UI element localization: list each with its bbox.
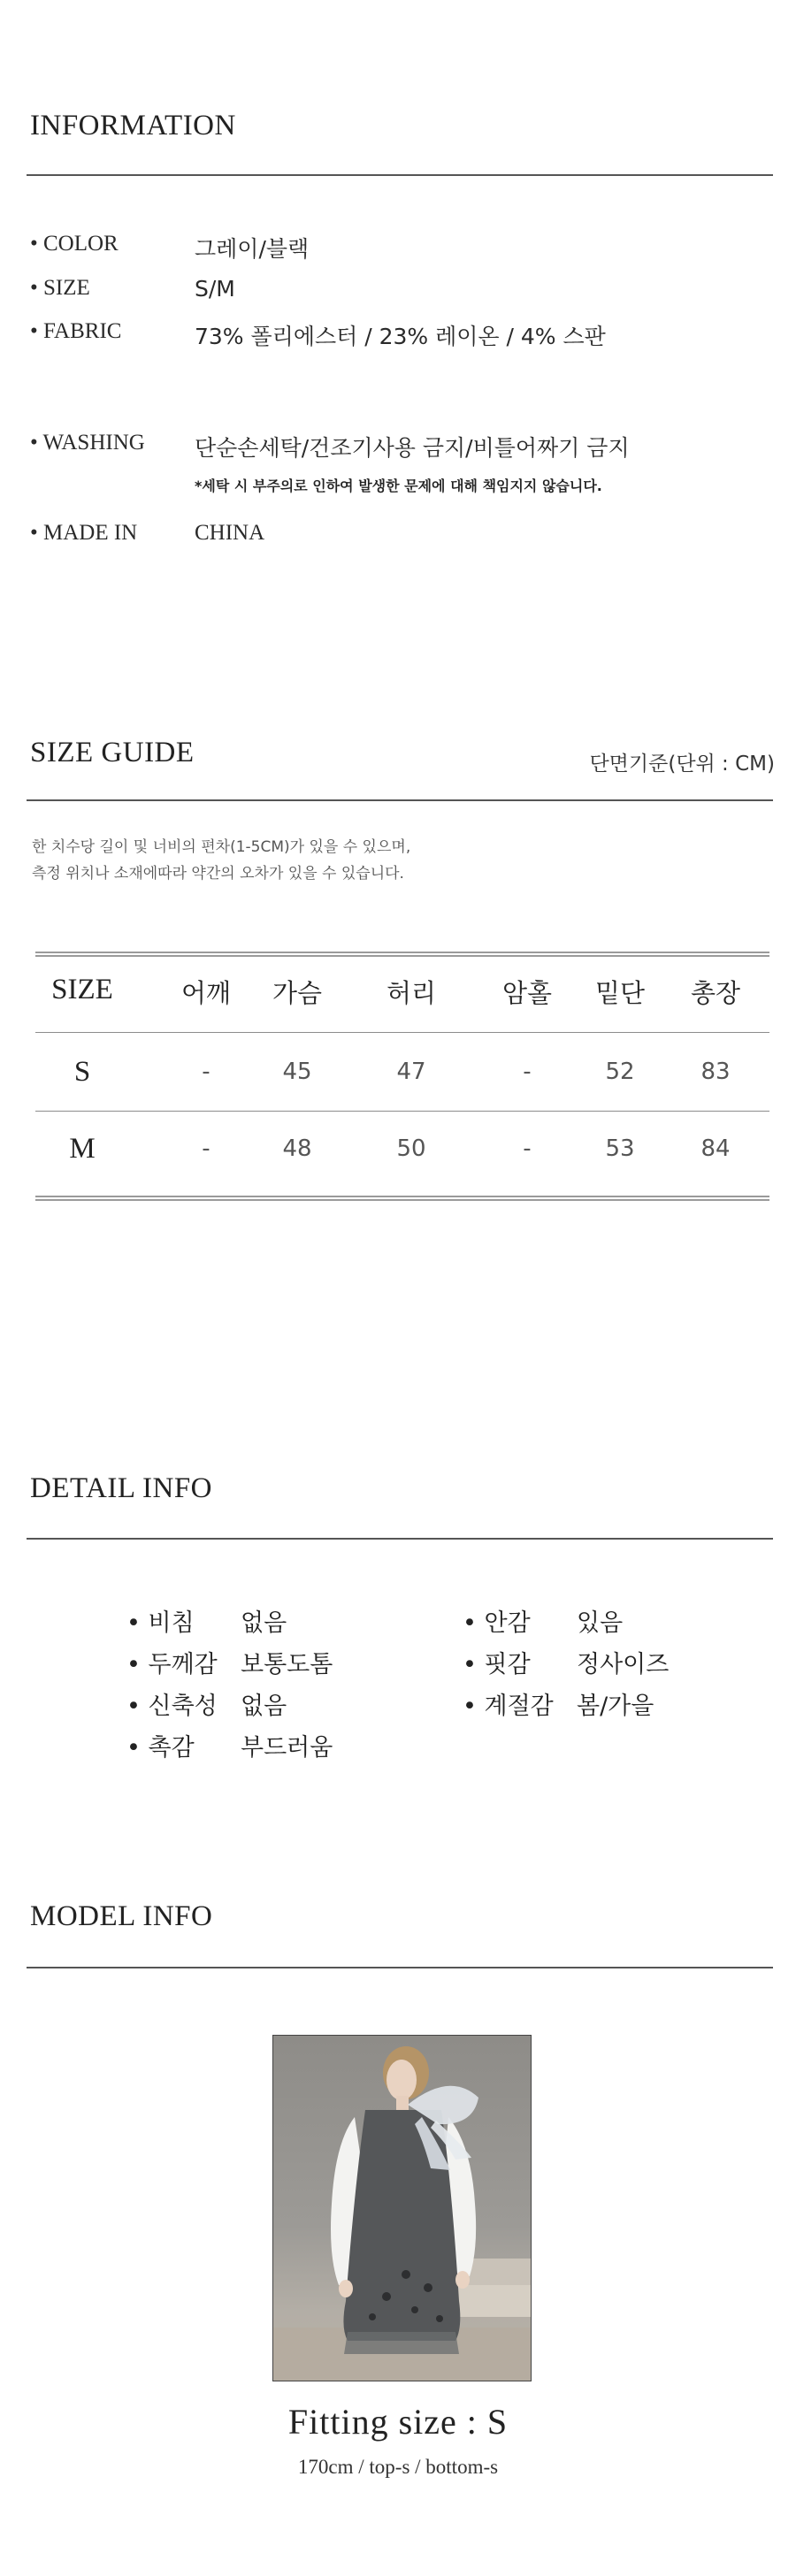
size-table-header-waist: 허리	[386, 978, 437, 1008]
dress-detail	[382, 2292, 391, 2301]
size-table-header-chest: 가슴	[272, 978, 323, 1008]
model-illustration	[273, 2036, 532, 2381]
size-guide-note-line-1: 한 치수당 길이 및 너비의 편차(1-5CM)가 있을 수 있으며,	[32, 838, 411, 856]
detail-value-thickness: 보통도톰	[241, 1651, 333, 1678]
dress-detail	[436, 2315, 443, 2322]
dress-hem	[344, 2332, 459, 2354]
size-table-row-m-armhole: -	[523, 1135, 532, 1162]
size-table-row-m-size: M	[69, 1133, 96, 1165]
size-guide-note-line-2: 측정 위치나 소재에따라 약간의 오차가 있을 수 있습니다.	[32, 865, 404, 883]
size-table-row-s-hem: 52	[605, 1059, 635, 1085]
size-table-header-size: SIZE	[51, 974, 113, 1005]
size-table-row-s-chest: 45	[282, 1059, 312, 1085]
model-info-title: MODEL INFO	[30, 1900, 213, 1932]
size-table-row-rule	[35, 1111, 769, 1112]
size-table-row-m-waist: 50	[396, 1135, 426, 1162]
dress-detail	[402, 2270, 410, 2279]
size-table-row-m-length: 84	[700, 1135, 731, 1162]
detail-value-season: 봄/가을	[577, 1693, 654, 1720]
info-label-size: • SIZE	[30, 276, 90, 300]
detail-key-lining: • 안감	[463, 1609, 531, 1637]
size-table-bottom-rule	[35, 1196, 769, 1201]
detail-value-fit: 정사이즈	[577, 1651, 670, 1678]
detail-key-season: • 계절감	[463, 1693, 554, 1720]
info-label-made-in: • MADE IN	[30, 521, 138, 545]
detail-value-stretch: 없음	[241, 1693, 287, 1720]
dress-detail	[424, 2283, 432, 2292]
size-table-header-length: 총장	[690, 978, 741, 1008]
model-info-divider	[27, 1967, 773, 1968]
info-value-size: S/M	[195, 276, 235, 302]
detail-value-lining: 있음	[577, 1609, 624, 1637]
right-hand	[455, 2271, 470, 2289]
info-row-color	[30, 232, 773, 262]
detail-key-sheerness: • 비침	[126, 1609, 195, 1637]
detail-key-stretch: • 신축성	[126, 1693, 218, 1720]
dress-detail	[411, 2306, 418, 2313]
size-guide-unit: 단면기준(단위 : CM)	[589, 753, 775, 776]
face	[387, 2060, 417, 2100]
fitting-size: Fitting size : S	[287, 2402, 509, 2442]
info-row-fabric	[30, 319, 773, 349]
size-guide-divider	[27, 799, 773, 801]
size-table-row-m-chest: 48	[282, 1135, 312, 1162]
info-value-washing: 단순손세탁/건조기사용 금지/비틀어짜기 금지	[195, 435, 630, 461]
dress	[343, 2110, 460, 2341]
size-table-header-armhole: 암홀	[501, 978, 553, 1008]
model-spec: 170cm / top-s / bottom-s	[297, 2456, 499, 2478]
info-row-washing	[30, 431, 773, 461]
size-table-row-m-hem: 53	[605, 1135, 635, 1162]
info-row-made-in	[30, 521, 773, 551]
size-table-header-rule	[35, 1032, 769, 1033]
detail-value-sheerness: 없음	[241, 1609, 287, 1637]
neck	[396, 2096, 409, 2110]
detail-value-texture: 부드러움	[241, 1734, 333, 1762]
info-label-fabric: • FABRIC	[30, 319, 122, 343]
model-photo	[272, 2035, 532, 2381]
detail-key-fit: • 핏감	[463, 1651, 531, 1678]
washing-note: *세탁 시 부주의로 인하여 발생한 문제에 대해 책임지지 않습니다.	[195, 478, 602, 494]
detail-info-divider	[27, 1538, 773, 1540]
size-table-row-s-armhole: -	[523, 1059, 532, 1085]
size-table-header-shoulder: 어깨	[180, 978, 232, 1008]
info-label-washing: • WASHING	[30, 431, 145, 455]
size-table-row-m-shoulder: -	[202, 1135, 210, 1162]
size-table-header-hem: 밑단	[594, 978, 646, 1008]
info-value-fabric: 73% 폴리에스터 / 23% 레이온 / 4% 스판	[195, 324, 606, 349]
detail-key-thickness: • 두께감	[126, 1651, 218, 1678]
size-table-top-rule	[35, 952, 769, 957]
dress-detail	[369, 2313, 376, 2320]
info-value-made-in: CHINA	[195, 521, 265, 545]
size-table-row-s-shoulder: -	[202, 1059, 210, 1085]
size-table-row-s-size: S	[73, 1056, 91, 1088]
detail-key-texture: • 촉감	[126, 1734, 195, 1762]
left-hand	[339, 2280, 353, 2297]
size-guide-title: SIZE GUIDE	[30, 737, 195, 768]
info-value-color: 그레이/블랙	[195, 236, 310, 262]
information-divider	[27, 174, 773, 176]
size-table-row-s-waist: 47	[396, 1059, 426, 1085]
info-row-size	[30, 276, 773, 306]
info-label-color: • COLOR	[30, 232, 119, 256]
sofa-seat	[455, 2285, 532, 2317]
size-table-row-s-length: 83	[700, 1059, 731, 1085]
detail-info-title: DETAIL INFO	[30, 1472, 213, 1504]
information-title: INFORMATION	[30, 110, 236, 141]
